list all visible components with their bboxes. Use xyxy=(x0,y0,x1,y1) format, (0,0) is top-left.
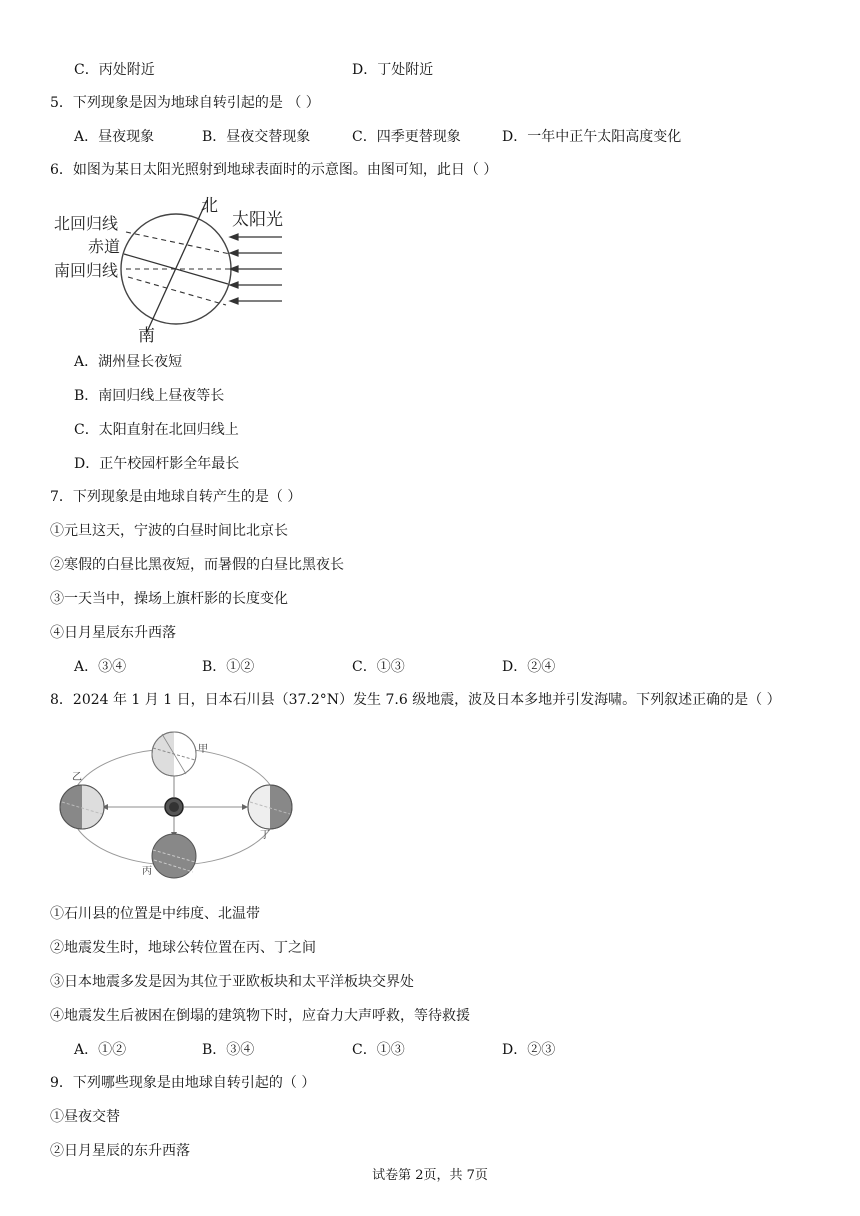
label-bing: 丙 xyxy=(142,866,152,877)
q5-option-c: C．四季更替现象 xyxy=(352,129,461,145)
q6-option-c: C．太阳直射在北回归线上 xyxy=(74,422,239,438)
sunlight-arrows xyxy=(230,234,282,304)
q8-item-3: ③日本地震多发是因为其位于亚欧板块和太平洋板块交界处 xyxy=(50,974,414,990)
tropic-north-line xyxy=(126,232,230,254)
q8-option-b: B．③④ xyxy=(202,1042,255,1058)
q7-item-1: ①元旦这天，宁波的白昼时间比北京长 xyxy=(50,523,288,539)
label-jia: 甲 xyxy=(198,744,208,755)
q5-option-b: B．昼夜交替现象 xyxy=(202,129,311,145)
q9-item-1: ①昼夜交替 xyxy=(50,1109,120,1125)
earth-top-jia xyxy=(152,732,196,776)
q7-item-4: ④日月星辰东升西落 xyxy=(50,625,176,641)
q6-option-d: D．正午校园杆影全年最长 xyxy=(74,456,240,472)
label-equator: 赤道 xyxy=(88,237,121,256)
sunlight-earth-diagram xyxy=(50,192,290,344)
q7-option-d: D．②④ xyxy=(502,659,556,675)
q8-item-1: ①石川县的位置是中纬度、北温带 xyxy=(50,906,260,922)
q7-option-b: B．①② xyxy=(202,659,255,675)
q9-item-2: ②日月星辰的东升西落 xyxy=(50,1143,190,1159)
q4-option-c: C．丙处附近 xyxy=(74,62,155,78)
q8-item-2: ②地震发生时，地球公转位置在丙、丁之间 xyxy=(50,940,316,956)
label-yi: 乙 xyxy=(72,772,82,783)
label-north: 北 xyxy=(201,196,218,216)
q7-stem: 7．下列现象是由地球自转产生的是（ ） xyxy=(50,489,302,505)
q4-option-d: D．丁处附近 xyxy=(352,62,434,78)
q5-option-a: A．昼夜现象 xyxy=(74,129,155,145)
q8-item-4: ④地震发生后被困在倒塌的建筑物下时，应奋力大声呼救，等待救援 xyxy=(50,1008,470,1024)
q8-stem: 8．2024 年 1 月 1 日，日本石川县（37.2°N）发生 7.6 级地震，波及日本多地并引发海啸。下列叙述正确的是（ ） xyxy=(50,692,781,708)
label-tropic-south: 南回归线 xyxy=(54,261,119,280)
q5-option-d: D．一年中正午太阳高度变化 xyxy=(502,129,682,145)
earth-left-yi xyxy=(60,785,104,829)
q7-option-c: C．①③ xyxy=(352,659,405,675)
q6-option-b: B．南回归线上昼夜等长 xyxy=(74,388,225,404)
q8-option-c: C．①③ xyxy=(352,1042,405,1058)
page-footer: 试卷第 2页，共 7页 xyxy=(372,1168,488,1183)
q7-option-a: A．③④ xyxy=(74,659,127,675)
earth-bottom-bing xyxy=(152,834,196,878)
q7-item-3: ③一天当中，操场上旗杆影的长度变化 xyxy=(50,591,288,607)
label-south: 南 xyxy=(138,326,155,344)
q8-option-a: A．①② xyxy=(74,1042,127,1058)
q8-option-d: D．②③ xyxy=(502,1042,556,1058)
q7-item-2: ②寒假的白昼比黑夜短，而暑假的白昼比黑夜长 xyxy=(50,557,344,573)
label-ding: 丁 xyxy=(260,830,270,841)
q6-stem: 6．如图为某日太阳光照射到地球表面时的示意图。由图可知，此日（ ） xyxy=(50,162,498,178)
q5-stem: 5．下列现象是因为地球自转引起的是 （ ） xyxy=(50,95,320,111)
earth-orbit-diagram xyxy=(50,724,310,884)
earth-axis xyxy=(146,200,207,334)
label-tropic-north: 北回归线 xyxy=(54,214,119,233)
label-sunlight: 太阳光 xyxy=(232,210,283,230)
q9-stem: 9．下列哪些现象是由地球自转引起的（ ） xyxy=(50,1075,316,1091)
q6-option-a: A．湖州昼长夜短 xyxy=(74,354,183,370)
tropic-south-line xyxy=(128,277,226,305)
earth-right-ding xyxy=(248,785,292,829)
